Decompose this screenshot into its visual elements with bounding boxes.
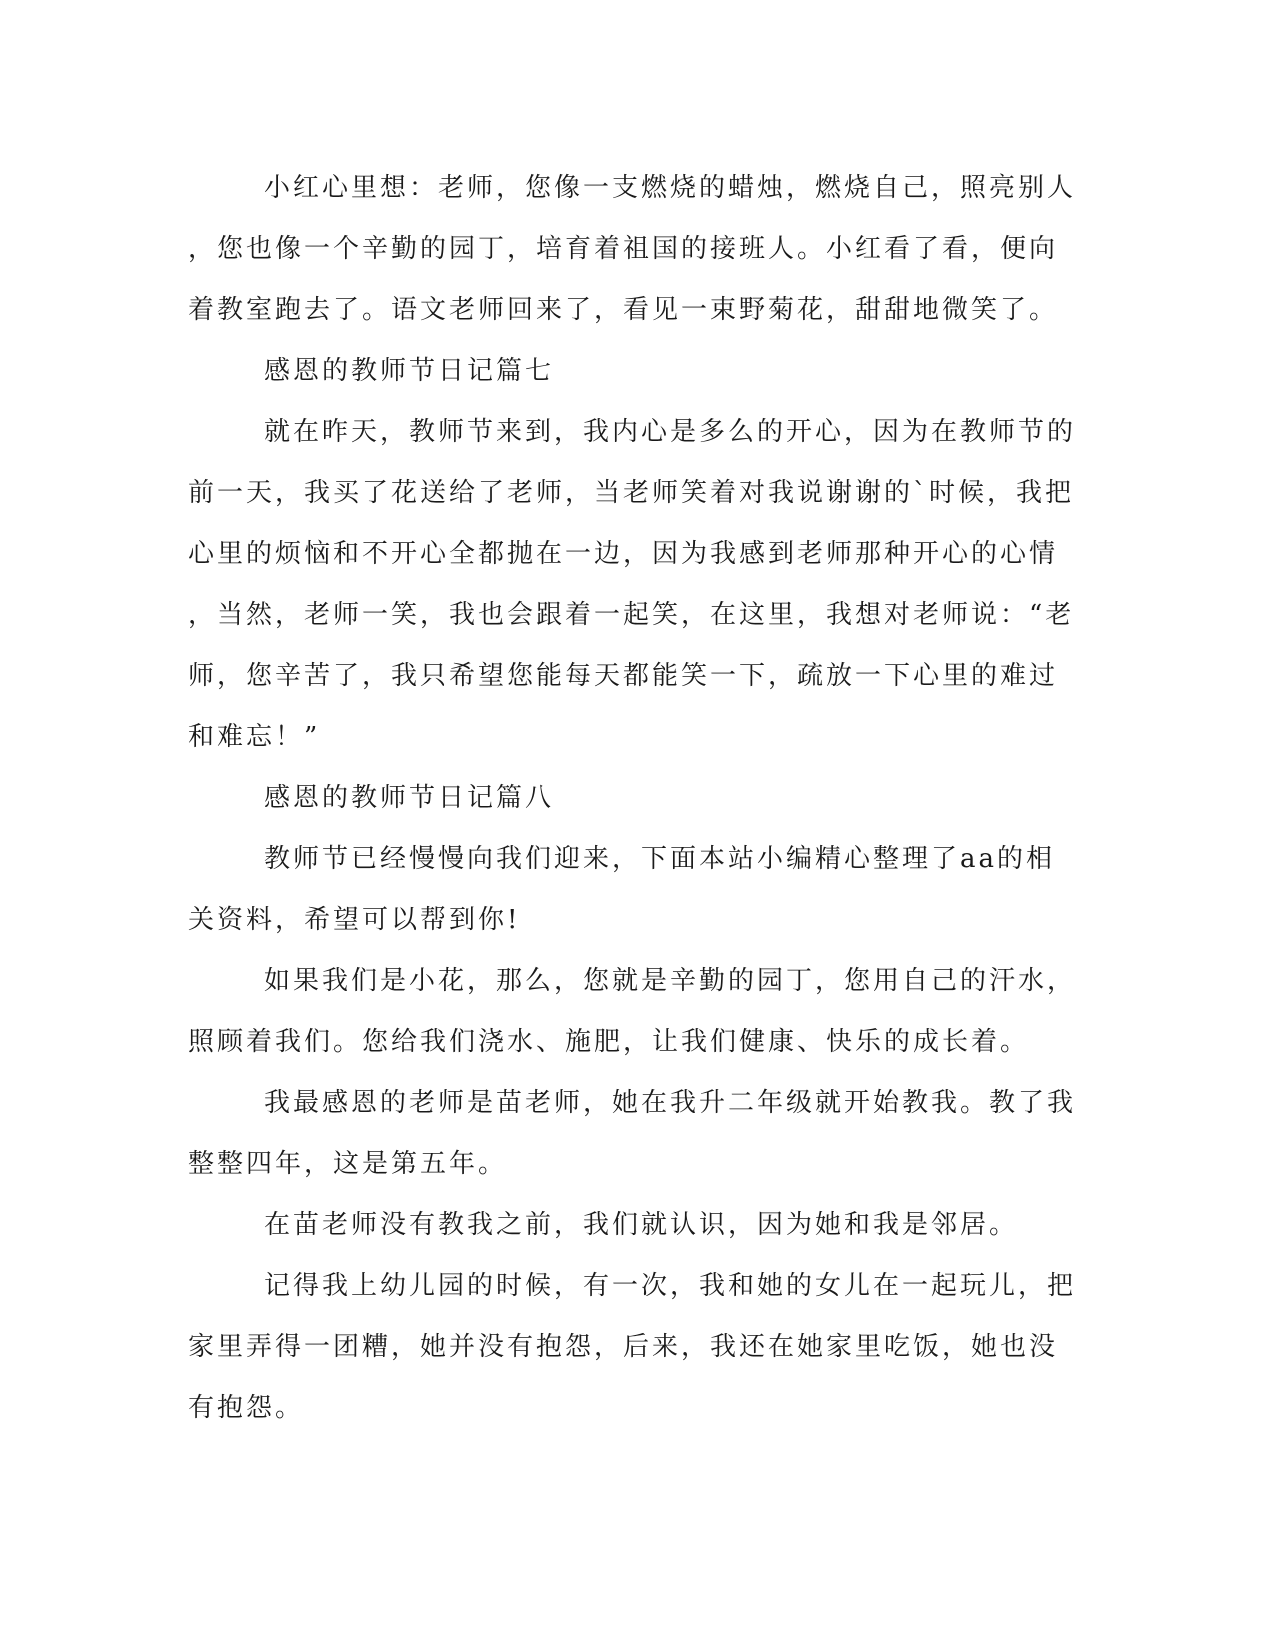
paragraph-line: 整整四年，这是第五年。 (188, 1149, 508, 1179)
paragraph-line: 前一天，我买了花送给了老师，当老师笑着对我说谢谢的`时候，我把 (188, 478, 1075, 508)
paragraph-line: 如果我们是小花，那么，您就是辛勤的园丁，您用自己的汗水， (264, 966, 1077, 996)
paragraph-line: 照顾着我们。您给我们浇水、施肥，让我们健康、快乐的成长着。 (188, 1027, 1030, 1057)
paragraph-line: 家里弄得一团糟，她并没有抱怨，后来，我还在她家里吃饭，她也没 (188, 1332, 1059, 1362)
paragraph-line: 记得我上幼儿园的时候，有一次，我和她的女儿在一起玩儿，把 (264, 1271, 1077, 1301)
paragraph-line: 有抱怨。 (188, 1393, 305, 1423)
paragraph-line: 关资料，希望可以帮到你! (188, 905, 521, 935)
paragraph-line: 我最感恩的老师是苗老师，她在我升二年级就开始教我。教了我 (264, 1088, 1077, 1118)
paragraph-line: 心里的烦恼和不开心全都抛在一边，因为我感到老师那种开心的心情 (188, 539, 1059, 569)
paragraph-line: 教师节已经慢慢向我们迎来，下面本站小编精心整理了aa的相 (264, 844, 1056, 874)
paragraph-line: 就在昨天，教师节来到，我内心是多么的开心，因为在教师节的 (264, 417, 1077, 447)
paragraph-line: 和难忘！” (188, 722, 321, 752)
document-body (188, 158, 1078, 1439)
section-heading: 感恩的教师节日记篇八 (264, 783, 555, 813)
paragraph-line: 在苗老师没有教我之前，我们就认识，因为她和我是邻居。 (264, 1210, 1019, 1240)
paragraph-line: 着教室跑去了。语文老师回来了，看见一束野菊花，甜甜地微笑了。 (188, 295, 1059, 325)
paragraph-line: ，当然，老师一笑，我也会跟着一起笑，在这里，我想对老师说：“老 (188, 600, 1075, 630)
paragraph-line: 师，您辛苦了，我只希望您能每天都能笑一下，疏放一下心里的难过 (188, 661, 1059, 691)
paragraph-line: 小红心里想：老师，您像一支燃烧的蜡烛，燃烧自己，照亮别人 (264, 173, 1077, 203)
section-heading: 感恩的教师节日记篇七 (264, 356, 555, 386)
paragraph-line: ，您也像一个辛勤的园丁，培育着祖国的接班人。小红看了看，便向 (188, 234, 1059, 264)
